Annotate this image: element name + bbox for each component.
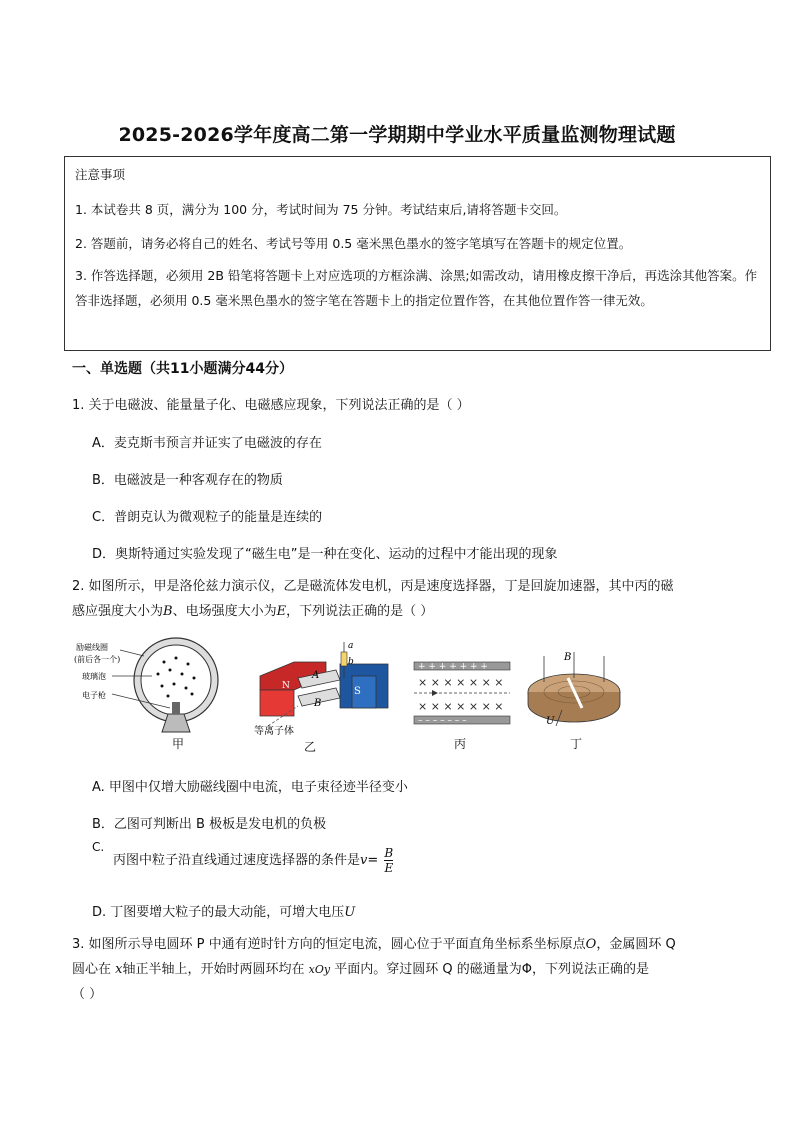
q2-symbol-e: E xyxy=(276,604,287,619)
jia-label-front-back: (前后各一个) xyxy=(74,655,121,664)
figure-ding xyxy=(522,648,626,740)
ding-label-u: U xyxy=(546,716,555,727)
q2-option-c-eq: = xyxy=(367,853,379,868)
notice-item-1: 1. 本试卷共 8 页，满分为 100 分，考试时间为 75 分钟。考试结束后,请将答题卡交回。 xyxy=(75,202,567,217)
yi-label-plasma: 等离子体 xyxy=(254,726,294,736)
q3-symbol-o: O xyxy=(585,937,597,952)
q3-line2-text-c: 平面内。穿过圆环 Q 的磁通量为Φ，下列说法正确的是 xyxy=(334,962,649,977)
q1-option-a: A．麦克斯韦预言并证实了电磁波的存在 xyxy=(92,436,322,451)
fraction-numerator: B xyxy=(384,846,394,860)
jia-label-coil: 励磁线圈 xyxy=(76,643,108,652)
q3-line1 xyxy=(72,933,676,957)
q1-stem: 1. 关于电磁波、能量量子化、电磁感应现象，下列说法正确的是（ ） xyxy=(72,398,470,413)
q1-option-c: C．普朗克认为微观粒子的能量是连续的 xyxy=(92,510,323,525)
q3-line2 xyxy=(72,958,649,982)
q2-option-d-text: D. 丁图要增大粒子的最大动能，可增大电压 xyxy=(92,905,345,920)
notice-box xyxy=(64,156,771,351)
figure-ding-caption: 丁 xyxy=(570,737,583,751)
yi-label-b: b xyxy=(348,657,354,667)
svg-text:– – – – – – –: – – – – – – – xyxy=(418,716,467,726)
notice-item-2: 2. 答题前，请务必将自己的姓名、考试号等用 0.5 毫米黑色墨水的签字笔填写在答题卡的规定位置。 xyxy=(75,236,632,251)
ding-label-b: B xyxy=(564,652,572,663)
figure-yi-caption: 乙 xyxy=(304,740,317,754)
q2-stem-text-c: ，下列说法正确的是（ ） xyxy=(286,604,434,619)
yi-label-n: N xyxy=(282,681,290,691)
q2-option-c-v: v xyxy=(360,853,368,868)
notice-item-3: 3. 作答选择题，必须用 2B 铅笔将答题卡上对应选项的方框涂满、涂黑;如需改动，请用橡皮擦干净后，再选涂其他答案。作答非选择题，必须用 0.5 毫米黑色墨水的签字笔在答题卡上的指定位置作答，在其他位置作答一律无效。 xyxy=(75,268,758,308)
yi-label-a-plate: A xyxy=(312,670,320,681)
q1-option-b: B．电磁波是一种客观存在的物质 xyxy=(92,473,283,488)
q2-option-d xyxy=(92,901,355,920)
q3-line1-text-b: ，金属圆环 Q xyxy=(596,937,676,952)
q2-stem-text-a: 感应强度大小为 xyxy=(72,604,164,619)
figure-bing-caption: 丙 xyxy=(454,737,467,751)
yi-label-s: S xyxy=(354,686,361,697)
section-heading: 一、单选题（共11小题满分44分） xyxy=(72,361,293,377)
svg-text:+ + + + + + +: + + + + + + + xyxy=(418,662,488,672)
svg-text:× × × × × × ×: × × × × × × × xyxy=(418,700,504,713)
q2-stem-line1: 2. 如图所示，甲是洛伦兹力演示仪，乙是磁流体发电机，丙是速度选择器，丁是回旋加速器，其中丙的磁 xyxy=(72,579,674,594)
figure-yi xyxy=(248,636,398,736)
yi-label-b-plate: B xyxy=(314,698,322,709)
q3-line2-text-b: 轴正半轴上，开始时两圆环均在 xyxy=(122,962,305,977)
q3-line3: （ ） xyxy=(72,987,103,1002)
jia-label-bulb: 玻璃泡 xyxy=(82,672,106,681)
figure-jia-caption: 甲 xyxy=(172,737,185,751)
q2-stem-line2 xyxy=(72,600,433,624)
q3-symbol-x: x xyxy=(115,962,123,977)
q2-stem-text-b: 、电场强度大小为 xyxy=(172,604,277,619)
figure-jia xyxy=(72,636,232,751)
jia-label-gun: 电子枪 xyxy=(82,691,106,700)
svg-text:× × × × × × ×: × × × × × × × xyxy=(418,676,504,689)
q2-option-b: B．乙图可判断出 B 极板是发电机的负极 xyxy=(92,817,327,832)
q1-option-d: D．奥斯特通过实验发现了“磁生电”是一种在变化、运动的过程中才能出现的现象 xyxy=(92,547,558,562)
exam-title: 2025-2026学年度高二第一学期期中学业水平质量监测物理试题 xyxy=(118,124,676,146)
yi-label-a: a xyxy=(348,641,354,651)
notice-heading: 注意事项 xyxy=(75,167,126,182)
q2-symbol-b: B xyxy=(163,604,173,619)
fraction-denominator: E xyxy=(384,861,394,875)
q3-symbol-xoy: xOy xyxy=(308,963,331,976)
q2-option-c xyxy=(113,846,393,875)
figure-bing xyxy=(412,660,512,728)
q3-line1-text-a: 3. 如图所示导电圆环 P 中通有逆时针方向的恒定电流，圆心位于平面直角坐标系坐标原点 xyxy=(72,937,586,952)
q2-option-c-label: C. xyxy=(92,840,105,854)
q2-option-c-fraction xyxy=(384,846,393,875)
q2-option-c-text: 丙图中粒子沿直线通过速度选择器的条件是 xyxy=(113,853,361,868)
q2-option-a: A. 甲图中仅增大励磁线圈中电流，电子束径迹半径变小 xyxy=(92,780,408,795)
q3-line2-text-a: 圆心在 xyxy=(72,962,112,977)
q2-option-d-u: U xyxy=(344,905,356,920)
